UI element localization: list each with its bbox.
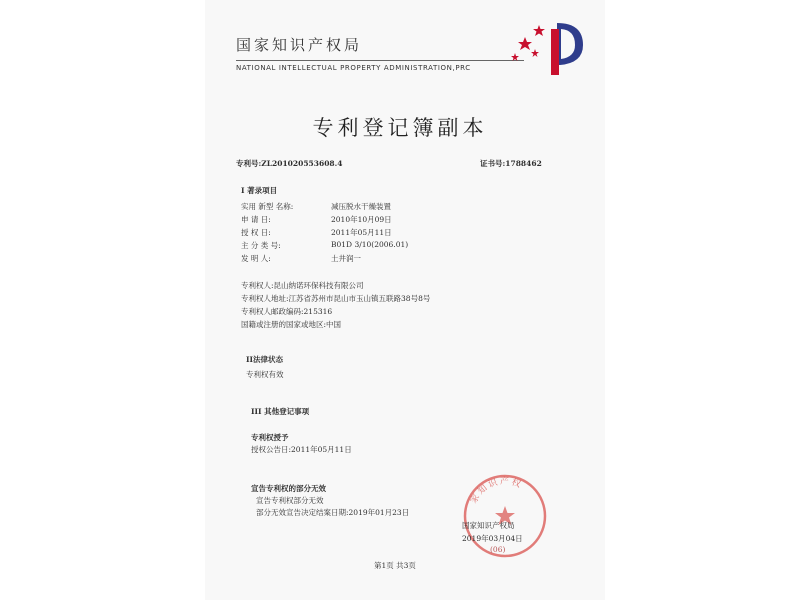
owner-line: 专利权人:昆山纳诺环保科技有限公司 (241, 281, 364, 290)
cnipa-logo-icon (505, 15, 585, 80)
field-value-grant-date: 2011年05月11日 (331, 228, 392, 237)
certificate-number: 证书号:1788462 (480, 159, 542, 168)
document-title: 专利登记簿副本 (312, 116, 488, 140)
field-value-inventor: 土井润一 (331, 254, 361, 263)
invalidation-line: 宣告专利权部分无效 (256, 496, 324, 505)
page-number: 第1页 共3页 (374, 561, 416, 570)
seal-arc-text: 家知识产权 (468, 476, 524, 506)
seal-code: (06) (490, 545, 506, 554)
field-label-grant-date: 授 权 日: (241, 228, 271, 237)
grant-heading: 专利权授予 (251, 433, 289, 442)
field-value-name: 减压脱水干燥装置 (331, 202, 391, 211)
invalidation-heading: 宣告专利权的部分无效 (251, 484, 326, 493)
org-name-en: NATIONAL INTELLECTUAL PROPERTY ADMINISTRATION,PRC (236, 64, 471, 72)
field-label-filing-date: 申 请 日: (241, 215, 271, 224)
header-divider (236, 60, 524, 61)
seal-org-name: 国家知识产权局 (462, 521, 515, 530)
seal-date: 2019年03月04日 (462, 534, 523, 543)
section-3-heading: III 其他登记事项 (251, 407, 310, 416)
owner-address-line: 专利权人地址:江苏省苏州市昆山市玉山镇五联路38号8号 (241, 294, 431, 303)
field-label-name: 实用 新型 名称: (241, 202, 294, 211)
invalidation-date-line: 部分无效宣告决定结案日期:2019年01月23日 (256, 508, 410, 517)
field-label-inventor: 发 明 人: (241, 254, 271, 263)
field-label-classification: 主 分 类 号: (241, 241, 281, 250)
field-value-classification: B01D 3/10(2006.01) (331, 240, 409, 249)
section-2-heading: II法律状态 (246, 355, 284, 364)
owner-postcode-line: 专利权人邮政编码:215316 (241, 307, 333, 316)
section-1-heading: I 著录项目 (241, 186, 278, 195)
owner-country-line: 国籍或注册的国家或地区:中国 (241, 320, 342, 329)
field-value-filing-date: 2010年10月09日 (331, 215, 392, 224)
legal-status-line: 专利权有效 (246, 370, 284, 379)
patent-number: 专利号:ZL201020553608.4 (236, 159, 343, 168)
grant-announcement-line: 授权公告日:2011年05月11日 (251, 445, 352, 454)
org-name-cn: 国家知识产权局 (236, 36, 363, 54)
